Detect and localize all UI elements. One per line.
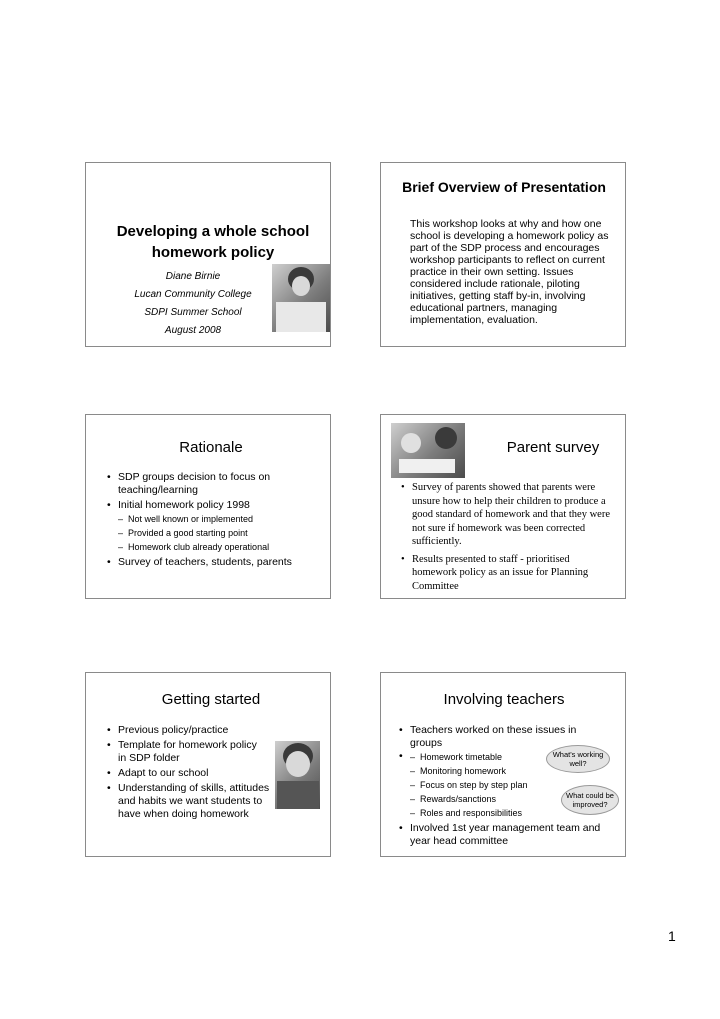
teachers-sub-1: – • Homework timetable (410, 750, 614, 764)
slide-5-title: Getting started (161, 691, 261, 708)
getting-started-bullet-3: • Adapt to our school (107, 767, 267, 780)
slide-1-author: Diane Birnie (165, 271, 221, 282)
teachers-sub-3: – Focus on step by step plan (410, 778, 614, 792)
slide-6-title: Involving teachers (443, 691, 565, 708)
whats-working-bubble: What's working well? (546, 745, 610, 773)
slide-4-title: Parent survey (506, 439, 600, 456)
slide-1-college: Lucan Community College (134, 289, 252, 300)
slide-3 (85, 414, 331, 599)
rationale-sub-1: – Not well known or implemented (118, 512, 312, 526)
rationale-sub-2: – Provided a good starting point (118, 526, 312, 540)
teachers-sub-5: – Roles and responsibilities (410, 806, 614, 820)
rationale-bullet-3: • Survey of teachers, students, parents (107, 556, 312, 569)
slide-4 (380, 414, 626, 599)
what-could-improve-bubble: What could be improved? (561, 785, 619, 815)
teachers-bullet-1: • Teachers worked on these issues in groups (399, 724, 600, 750)
rationale-bullet-2: • Initial homework policy 1998 – Not well known or implemented – Provided a good starting point – Homework club already operational (107, 499, 312, 554)
slide-3-title: Rationale (179, 439, 243, 456)
getting-started-bullet-1: • Previous policy/practice (107, 724, 267, 737)
getting-started-bullet-2: • Template for homework policy in SDP folder (107, 739, 267, 765)
slide-1 (85, 162, 331, 347)
rationale-sub-3: – Homework club already operational (118, 540, 312, 554)
teachers-sub-2: – Monitoring homework (410, 764, 614, 778)
parent-bullet-2: • Results presented to staff - prioritised homework policy as an issue for Planning Committee (401, 553, 615, 594)
slide-2-title: Brief Overview of Presentation (402, 179, 606, 195)
parent-child-photo (391, 423, 465, 478)
teachers-bullet-2: • Involved 1st year management team and year head committee (399, 822, 614, 848)
page-number: 1 (668, 928, 676, 944)
slide-5 (85, 672, 331, 857)
smiling-student-photo (275, 741, 320, 809)
slide-1-title: Developing a whole school homework policy (116, 223, 310, 261)
slide-1-date: August 2008 (164, 325, 222, 336)
getting-started-bullet-4: • Understanding of skills, attitudes and habits we want students to have when doing homework (107, 782, 283, 821)
teachers-sub-4: – Rewards/sanctions (410, 792, 614, 806)
student-writing-photo (272, 264, 330, 332)
slide-1-event: SDPI Summer School (144, 307, 242, 318)
slide-2 (380, 162, 626, 347)
slide-2-body: This workshop looks at why and how one school is developing a homework policy as part of the SDP process and encourages workshop participants to reflect on current practice in their own setting. Issues considered include rationale, piloting initiatives, getting staff by-in, involving educational partners, managing implementation, evaluation. (410, 218, 609, 326)
parent-bullet-1: • Survey of parents showed that parents were unsure how to help their children to produce a good standard of homework and that they were not sure if homework was been corrected sufficiently. (401, 481, 615, 549)
rationale-bullet-1: • SDP groups decision to focus on teaching/learning (107, 471, 312, 497)
slide-6 (380, 672, 626, 857)
